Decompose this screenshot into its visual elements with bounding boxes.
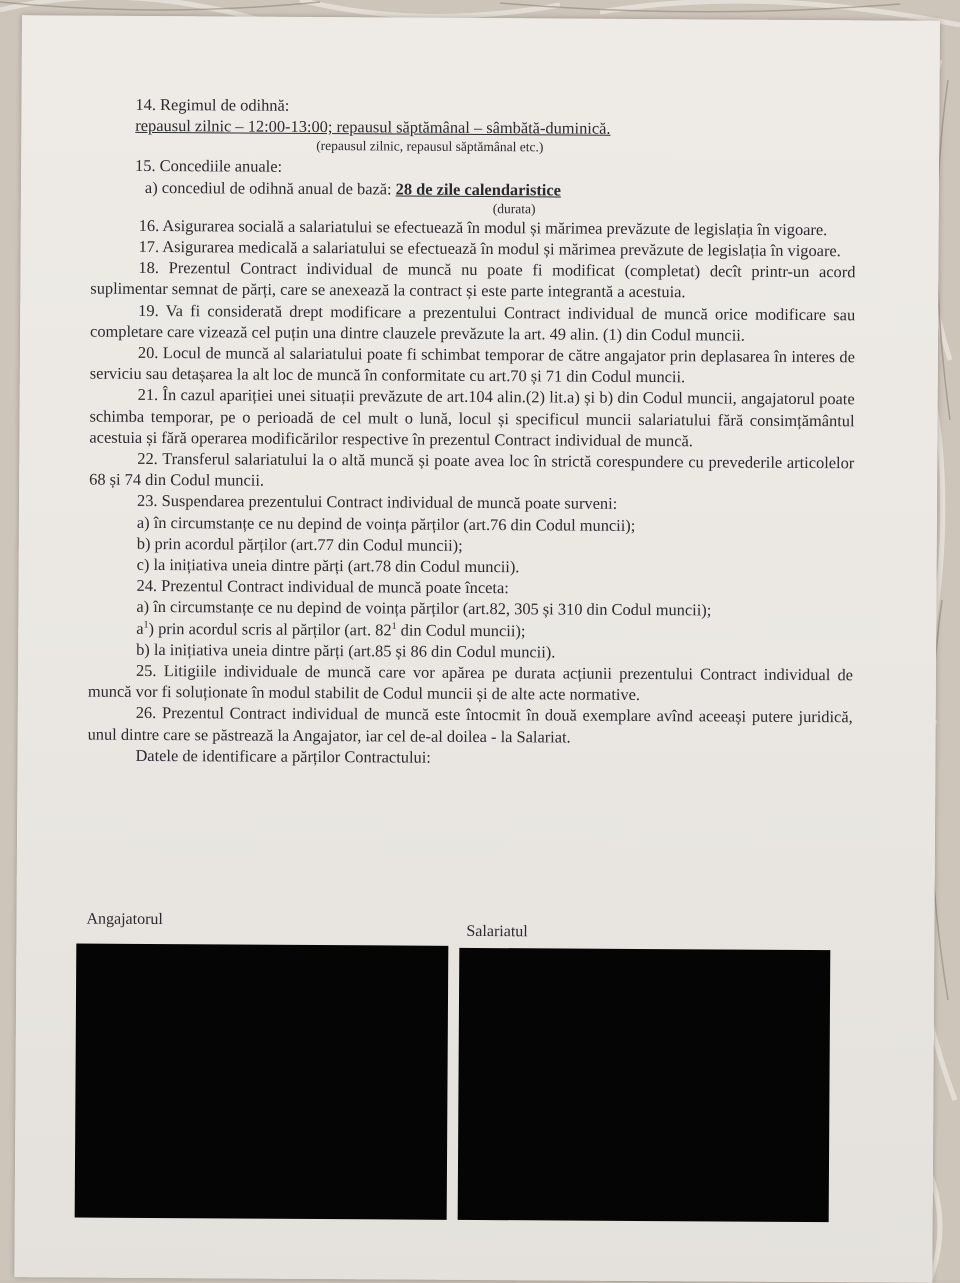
employer-label: Angajatorul: [86, 910, 163, 929]
clause-14-hint: (repausul zilnic, repausul săptămânal etc.): [316, 138, 544, 155]
clause-25: 25. Litigiile individuale de muncă care vor apărea pe durata acțiunii prezentului Contract individual de muncă vor fi soluționate în modul stabilit de Codul muncii și de alte acte normative.: [87, 660, 854, 705]
clause-15-a-value: 28 de zile calendaristice: [395, 179, 561, 200]
clause-24-a1-text: ) prin acordul scris al părților (art. 82: [148, 618, 392, 640]
clause-24-a1-sup: 1: [143, 619, 149, 631]
clause-15-a-prefix: a) concediul de odihnă anual de bază:: [144, 177, 396, 199]
clause-24-a1-sup2: 1: [391, 620, 397, 632]
clause-24-b: b) la inițiativa uneia dintre părți (art.85 și 86 din Codul muncii).: [136, 639, 556, 662]
clause-21: 21. În cazul apariției unei situații prevăzute de art.104 alin.(2) lit.a) și b) din Codul muncii, angajatorul poate schimba temporar, pe o perioadă de cel mult o lună, locul și specificul muncii salariatului fără consimțământul acestuia și fără operarea modificărilor respective în prezentul Contract individual de muncă.: [89, 385, 855, 451]
clause-19: 19. Va fi considerată drept modificare a prezentului Contract individual de muncă orice modificare sau completare care vizează cel puțin una dintre clauzele prevăzute la art. 49 alin. (1) din Codul muncii.: [90, 300, 856, 345]
clause-16: 16. Asigurarea socială a salariatului se efectuează în modul și mărimea prevăzute de legislația în vigoare.: [138, 215, 828, 239]
clause-24-a: a) în circumstanțe ce nu depind de voința părților (art.82, 305 și 310 din Codul muncii);: [136, 597, 712, 620]
clause-18: 18. Prezentul Contract individual de muncă nu poate fi modificat (completat) decît printr-un acord suplimentar semnat de părți, care se anexează la contract și este parte integrantă a acestuia.: [90, 258, 856, 302]
clause-15-hint: (durata): [492, 200, 536, 217]
clause-15-heading: 15. Concediile anuale:: [135, 156, 283, 177]
employee-label: Salariatul: [466, 922, 528, 941]
clause-22: 22. Transferul salariatului la o altă muncă și poate avea loc în strictă corespundere cu prevederile articolelor 68 și 74 din Codul muncii.: [89, 448, 855, 490]
contract-text: [87, 94, 856, 771]
clause-17: 17. Asigurarea medicală a salariatului se efectuează în modul și mărimea prevăzute de legislația în vigoare.: [138, 236, 841, 261]
clause-23-b: b) prin acordul părților (art.77 din Codul muncii);: [136, 533, 463, 555]
clause-14-value: repausul zilnic – 12:00-13:00; repausul săptămânal – sâmbătă-duminică.: [135, 116, 611, 138]
employee-redaction-block: [458, 948, 831, 1222]
clause-23-c: c) la inițiativa uneia dintre părți (art.78 din Codul muncii).: [136, 554, 520, 577]
clause-14-heading: 14. Regimul de odihnă:: [135, 94, 290, 115]
identification-heading: Datele de identificare a părților Contractului:: [135, 745, 431, 767]
clause-20: 20. Locul de muncă al salariatului poate fi schimbat temporar de către angajator prin deplasarea în interes de serviciu sau detașarea la alt loc de muncă în conformitate cu art.70 și 71 din Codul muncii.: [89, 342, 855, 387]
clause-23-a: a) în circumstanțe ce nu depind de voința părților (art.76 din Codul muncii);: [136, 512, 636, 535]
clause-24-a1-end: din Codul muncii);: [396, 620, 526, 640]
clause-26: 26. Prezentul Contract individual de muncă este întocmit în două exemplare avînd aceeași putere juridică, unul dintre care se păstrează la Angajator, iar cel de-al doilea - la Salariat.: [87, 703, 853, 747]
employer-redaction-block: [75, 944, 449, 1220]
clause-24-a1-label: a: [136, 618, 144, 638]
paper-sheet: [14, 15, 940, 1283]
clause-23-heading: 23. Suspendarea prezentului Contract individual de muncă poate surveni:: [136, 491, 618, 514]
clause-24-heading: 24. Prezentul Contract individual de muncă poate înceta:: [136, 576, 509, 598]
